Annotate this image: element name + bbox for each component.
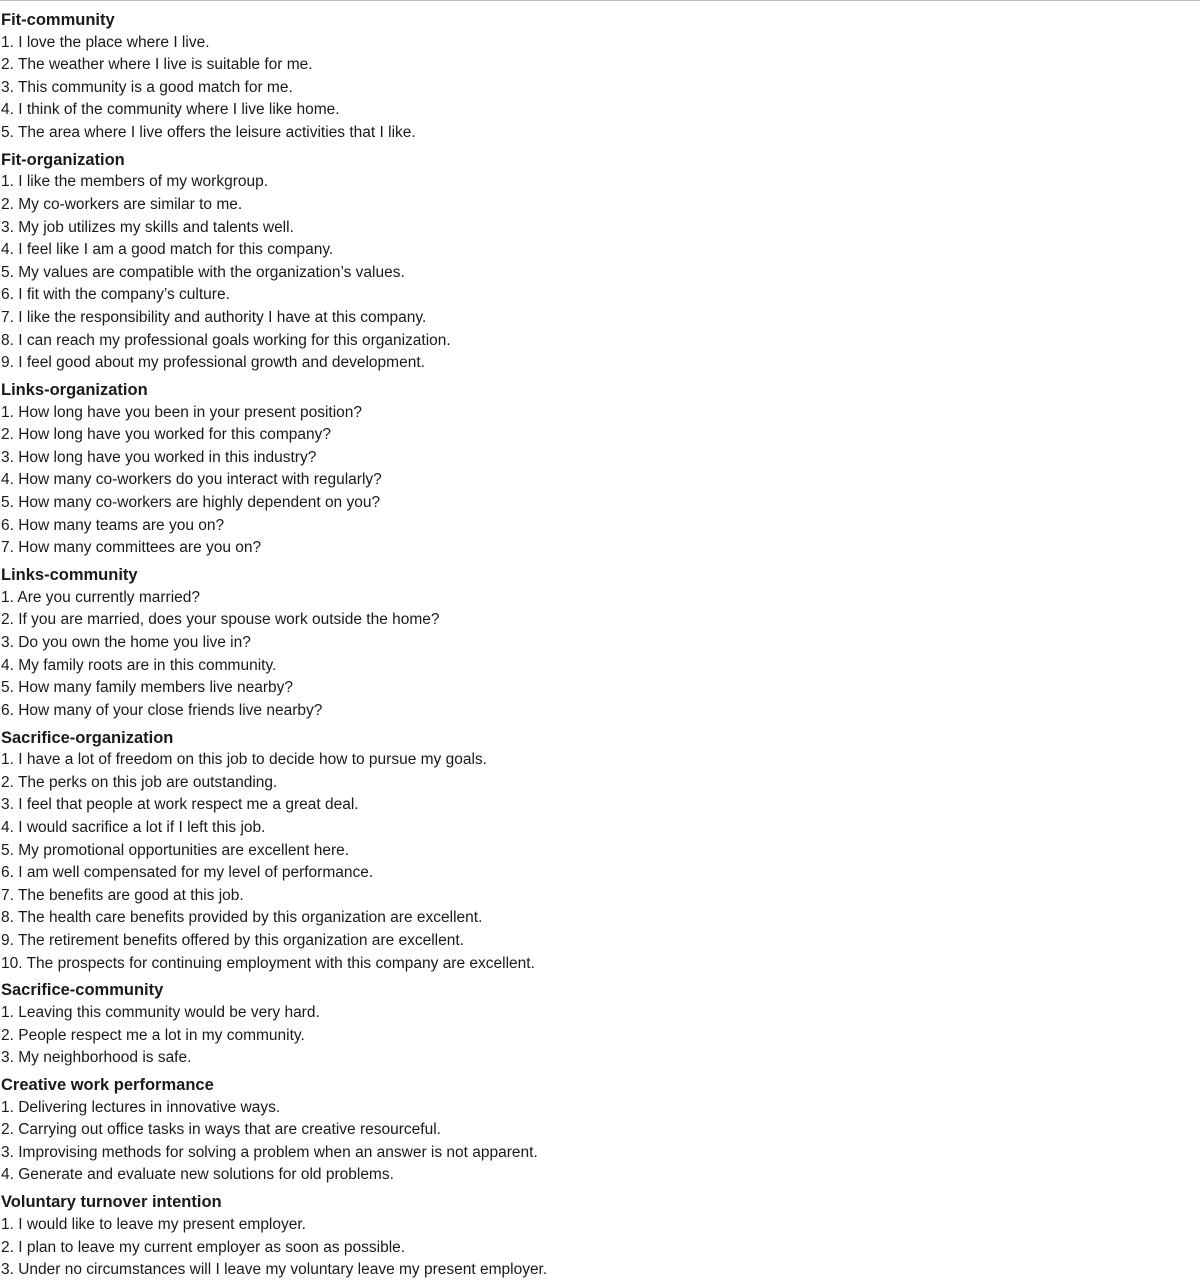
list-item: 1. I would like to leave my present employer. (1, 1215, 306, 1233)
section-sacrifice-community (1, 979, 1191, 1069)
section-links-community (1, 564, 1191, 722)
list-item: 3. Do you own the home you live in? (1, 633, 251, 651)
list-item: 5. The area where I live offers the leisure activities that I like. (1, 123, 416, 141)
list-item: 2. Carrying out office tasks in ways that are creative resourceful. (1, 1121, 441, 1139)
list-item: 4. How many co-workers do you interact with regularly? (1, 471, 382, 489)
list-item: 2. People respect me a lot in my community. (1, 1026, 305, 1044)
list-item: 1. How long have you been in your present position? (1, 403, 363, 421)
list-item: 2. My co-workers are similar to me. (1, 196, 243, 214)
section-heading: Creative work performance (1, 1076, 214, 1095)
section-heading: Fit-community (1, 11, 115, 29)
list-item: 9. The retirement benefits offered by this organization are excellent. (1, 931, 464, 949)
list-item: 7. I like the responsibility and authority I have at this company. (1, 309, 427, 327)
section-fit-organization (1, 149, 1191, 375)
section-heading: Links-organization (1, 381, 148, 400)
list-item: 7. The benefits are good at this job. (1, 886, 244, 904)
list-item: 1. Delivering lectures in innovative ways. (1, 1098, 281, 1116)
section-sacrifice-organization (1, 727, 1191, 976)
list-item: 9. I feel good about my professional growth and development. (1, 354, 425, 372)
list-item: 8. I can reach my professional goals working for this organization. (1, 331, 451, 349)
list-item: 4. I think of the community where I live like home. (1, 101, 340, 119)
section-fit-community (1, 9, 1191, 145)
list-item: 1. Are you currently married? (1, 588, 201, 606)
list-item: 4. Generate and evaluate new solutions for old problems. (1, 1166, 394, 1184)
list-item: 5. How many co-workers are highly dependent on you? (1, 494, 381, 512)
section-creative-work-performance (1, 1074, 1191, 1187)
list-item: 3. I feel that people at work respect me a great deal. (1, 796, 359, 814)
list-item: 2. If you are married, does your spouse work outside the home? (1, 611, 440, 629)
section-heading: Fit-organization (1, 150, 125, 169)
list-item: 2. How long have you worked for this company? (1, 426, 331, 444)
list-item: 6. I fit with the company’s culture. (1, 286, 230, 304)
section-heading: Sacrifice-organization (1, 728, 174, 747)
list-item: 3. Improvising methods for solving a problem when an answer is not apparent. (1, 1143, 538, 1161)
list-item: 1. Leaving this community would be very hard. (1, 1004, 320, 1022)
section-links-organization (1, 379, 1191, 560)
section-voluntary-turnover-intention (1, 1191, 1191, 1281)
list-item: 1. I have a lot of freedom on this job to decide how to pursue my goals. (1, 751, 487, 769)
list-item: 5. My values are compatible with the organization’s values. (1, 263, 405, 281)
list-item: 4. I feel like I am a good match for this company. (1, 241, 334, 259)
list-item: 6. I am well compensated for my level of performance. (1, 864, 374, 882)
list-item: 2. The perks on this job are outstanding. (1, 773, 278, 791)
list-item: 2. I plan to leave my current employer as soon as possible. (1, 1238, 406, 1256)
list-item: 1. I love the place where I live. (1, 33, 210, 51)
list-item: 5. My promotional opportunities are excellent here. (1, 841, 350, 859)
list-item: 4. I would sacrifice a lot if I left this job. (1, 818, 266, 836)
list-item: 1. I like the members of my workgroup. (1, 173, 269, 191)
list-item: 3. How long have you worked in this industry? (1, 448, 317, 466)
section-heading: Links-community (1, 566, 138, 585)
list-item: 8. The health care benefits provided by this organization are excellent. (1, 909, 483, 927)
list-item: 3. My job utilizes my skills and talents well. (1, 218, 294, 236)
list-item: 3. This community is a good match for me. (1, 78, 293, 96)
list-item: 4. My family roots are in this community. (1, 656, 277, 674)
questionnaire-table (1, 9, 1191, 1282)
list-item: 7. How many committees are you on? (1, 539, 262, 557)
list-item: 6. How many teams are you on? (1, 516, 225, 534)
list-item: 3. My neighborhood is safe. (1, 1049, 192, 1067)
section-heading: Sacrifice-community (1, 981, 164, 1000)
top-rule (0, 0, 1200, 1)
list-item: 2. The weather where I live is suitable for me. (1, 56, 313, 74)
list-item: 6. How many of your close friends live nearby? (1, 701, 323, 719)
list-item: 3. Under no circumstances will I leave my voluntary leave my present employer. (1, 1261, 548, 1279)
list-item: 5. How many family members live nearby? (1, 679, 294, 697)
section-heading: Voluntary turnover intention (1, 1193, 222, 1212)
list-item: 10. The prospects for continuing employment with this company are excellent. (1, 954, 535, 972)
